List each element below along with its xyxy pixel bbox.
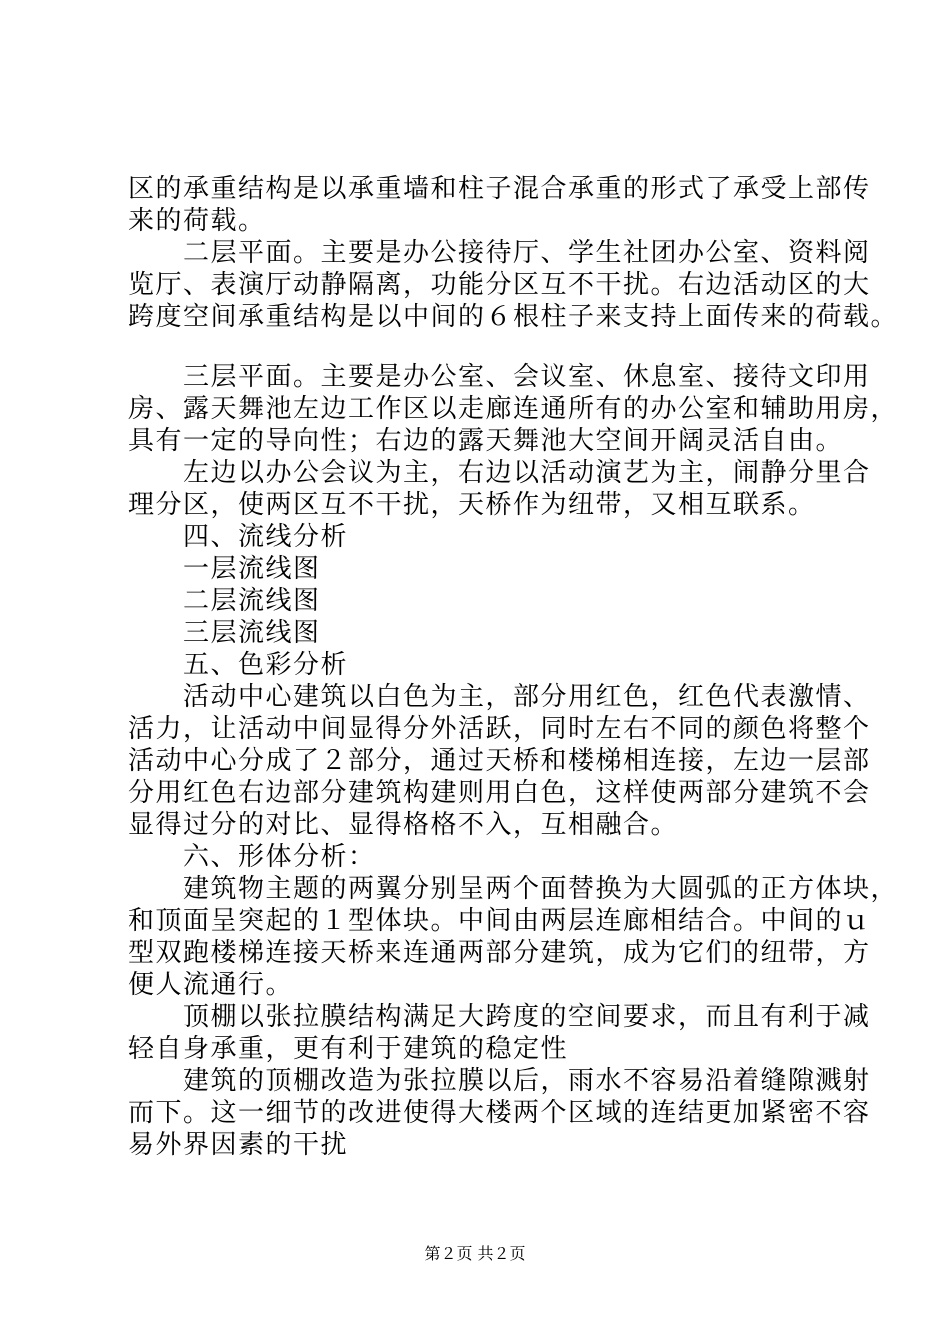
paragraph-line: 览厅、表演厅动静隔离，功能分区互不干扰。右边活动区的大 [128, 270, 871, 300]
section-heading: 四、流线分析 [128, 522, 349, 552]
paragraph-line: 显得过分的对比、显得格格不入，互相融合。 [128, 810, 679, 840]
paragraph-line: 房、露天舞池左边工作区以走廊连通所有的办公室和辅助用房， [128, 394, 899, 424]
paragraph-line: 二层流线图 [128, 586, 321, 616]
paragraph-line: 易外界因素的干扰 [128, 1130, 349, 1160]
paragraph-line: 建筑物主题的两翼分别呈两个面替换为大圆弧的正方体块， [128, 874, 899, 904]
paragraph-line: 具有一定的导向性；右边的露天舞池大空间开阔灵活自由。 [128, 426, 844, 456]
paragraph-line: 便人流通行。 [128, 970, 294, 1000]
paragraph-line: 顶棚以张拉膜结构满足大跨度的空间要求，而且有利于减 [128, 1002, 871, 1032]
page-footer: 第２页 共２页 [424, 1244, 526, 1263]
paragraph-line: 理分区，使两区互不干扰，天桥作为纽带，又相互联系。 [128, 490, 816, 520]
paragraph-line: 活动中心建筑以白色为主，部分用红色，红色代表激情、 [128, 682, 871, 712]
section-heading: 五、色彩分析 [128, 650, 349, 680]
paragraph-line: 三层流线图 [128, 618, 321, 648]
paragraph-line: 一层流线图 [128, 554, 321, 584]
paragraph-line: 来的荷载。 [128, 206, 266, 236]
paragraph-line: 跨度空间承重结构是以中间的６根柱子来支持上面传来的荷载。 [128, 302, 899, 332]
paragraph-line: 轻自身承重，更有利于建筑的稳定性 [128, 1034, 569, 1064]
paragraph-line: 型双跑楼梯连接天桥来连通两部分建筑，成为它们的纽带，方 [128, 938, 871, 968]
paragraph-line: 活动中心分成了２部分，通过天桥和楼梯相连接，左边一层部 [128, 746, 871, 776]
paragraph-line: 活力，让活动中间显得分外活跃，同时左右不同的颜色将整个 [128, 714, 871, 744]
section-heading: 六、形体分析： [128, 842, 376, 872]
paragraph-line: 左边以办公会议为主，右边以活动演艺为主，闹静分里合 [128, 458, 871, 488]
paragraph-line: 二层平面。主要是办公接待厅、学生社团办公室、资料阅 [128, 238, 871, 268]
paragraph-line: 而下。这一细节的改进使得大楼两个区域的连结更加紧密不容 [128, 1098, 871, 1128]
paragraph-line: 三层平面。主要是办公室、会议室、休息室、接待文印用 [128, 362, 871, 392]
paragraph-line: 区的承重结构是以承重墙和柱子混合承重的形式了承受上部传 [128, 174, 871, 204]
paragraph-line: 建筑的顶棚改造为张拉膜以后，雨水不容易沿着缝隙溅射 [128, 1066, 871, 1096]
paragraph-line: 和顶面呈突起的１型体块。中间由两层连廊相结合。中间的ｕ [128, 906, 871, 936]
paragraph-line: 分用红色右边部分建筑构建则用白色，这样使两部分建筑不会 [128, 778, 871, 808]
